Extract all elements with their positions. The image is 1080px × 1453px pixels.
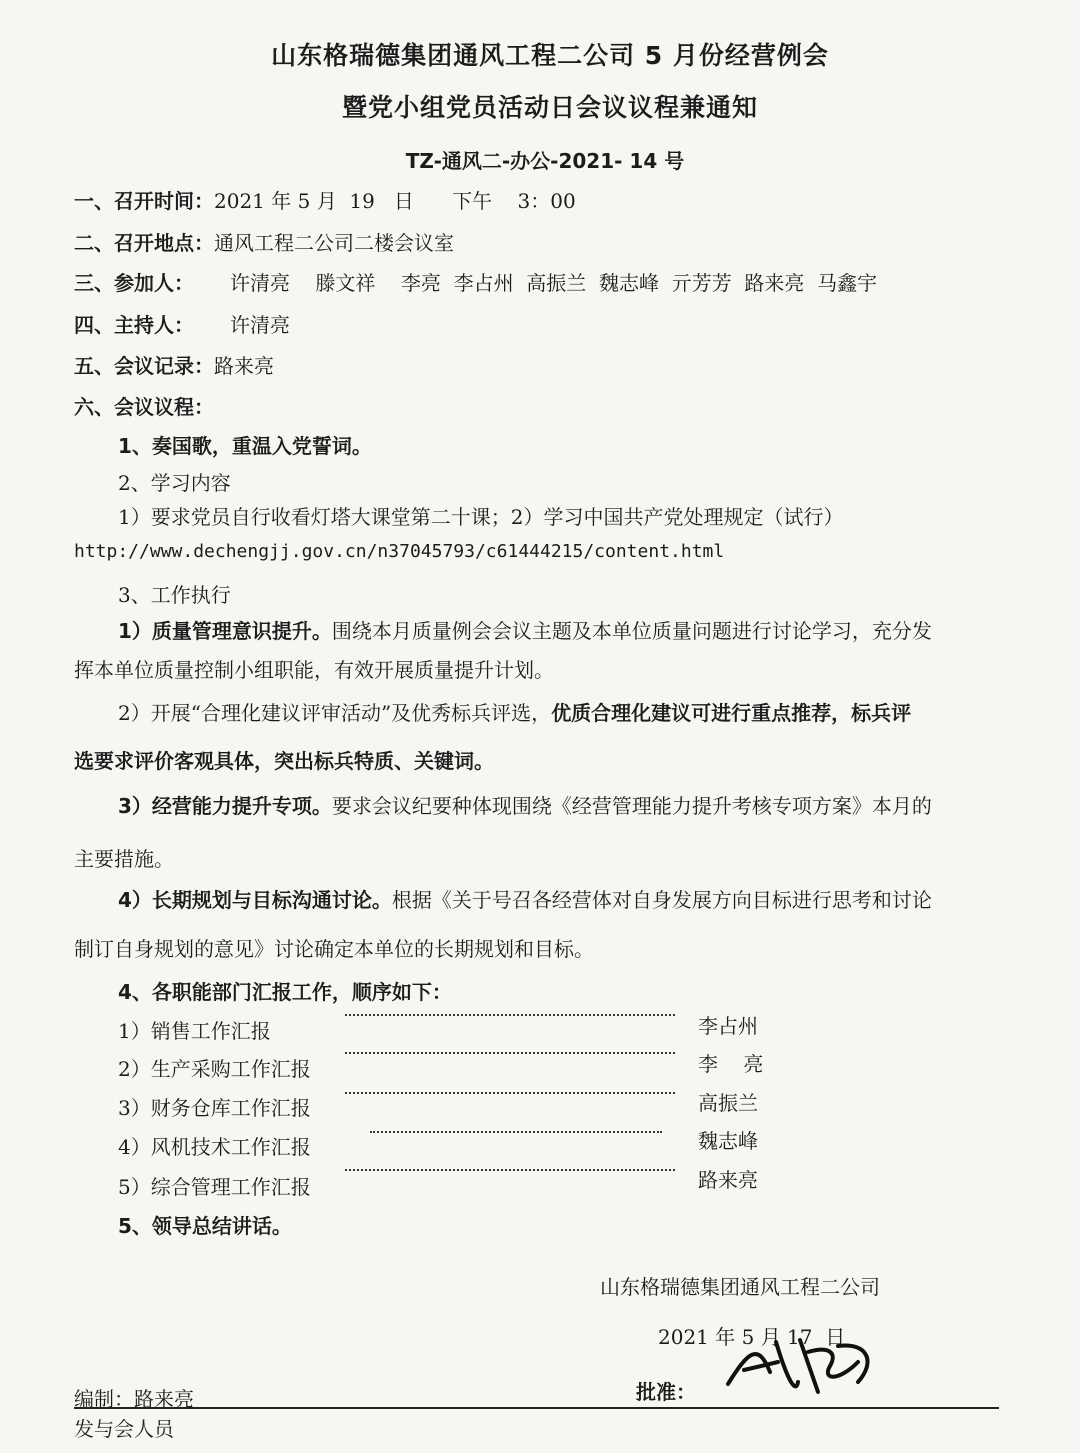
report-task-3: 3）财务仓库工作汇报 <box>118 1096 311 1120</box>
agenda-item-3: 3、工作执行 <box>118 583 231 607</box>
paragraph-2-line1 <box>118 697 911 726</box>
meeting-time-label: 一、召开时间： <box>74 189 214 213</box>
record-value: 路来亮 <box>214 354 274 378</box>
meeting-place-label: 二、召开地点： <box>74 231 214 255</box>
leader-dots <box>345 1052 675 1054</box>
paragraph-2-text-a: 2）开展“合理化建议评审活动”及优秀标兵评选， <box>118 701 552 725</box>
attendees-label: 三、参加人： <box>74 271 194 295</box>
agenda-heading: 六、会议议程： <box>74 395 214 419</box>
meeting-time-row <box>74 185 576 214</box>
paragraph-4-line1 <box>118 884 932 913</box>
report-person-3: 高振兰 <box>698 1091 758 1115</box>
paragraph-4-lead: 4）长期规划与目标沟通讨论。 <box>118 888 392 912</box>
agenda-item-4: 4、各职能部门汇报工作，顺序如下： <box>118 980 452 1004</box>
report-task-4: 4）风机技术工作汇报 <box>118 1135 311 1159</box>
paragraph-3-line1 <box>118 790 932 819</box>
host-label: 四、主持人： <box>74 313 194 337</box>
leader-dots <box>345 1092 675 1094</box>
distribution-line: 发与会人员 <box>74 1417 174 1441</box>
report-task-2: 2）生产采购工作汇报 <box>118 1057 311 1081</box>
agenda-item-1: 1、奏国歌，重温入党誓词。 <box>118 434 372 458</box>
paragraph-1-text-a: 围绕本月质量例会会议主题及本单位质量问题进行讨论学习，充分发 <box>331 619 932 643</box>
report-person-2: 李 亮 <box>698 1052 764 1076</box>
approve-label: 批准： <box>636 1380 696 1404</box>
leader-dots <box>345 1014 675 1016</box>
study-content-url: http://www.dechengjj.gov.cn/n37045793/c61444215/content.html <box>74 541 725 562</box>
agenda-item-5: 5、领导总结讲话。 <box>118 1214 292 1238</box>
paragraph-1-line2: 挥本单位质量控制小组职能，有效开展质量提升计划。 <box>74 658 554 682</box>
paragraph-4-line2: 制订自身规划的意见》讨论确定本单位的长期规划和目标。 <box>74 937 594 961</box>
attendees-row <box>74 267 877 296</box>
paragraph-3-lead: 3）经营能力提升专项。 <box>118 794 332 818</box>
paragraph-2-line2: 选要求评价客观具体，突出标兵特质、关键词。 <box>74 749 494 773</box>
meeting-time-value: 2021 年 5 月 19 日 下午 3：00 <box>214 189 576 213</box>
leader-dots <box>345 1169 675 1171</box>
issuing-organization: 山东格瑞德集团通风工程二公司 <box>600 1275 880 1299</box>
host-row <box>74 309 290 338</box>
attendees-value: 许清亮 滕文祥 李亮 李占州 高振兰 魏志峰 亓芳芳 路来亮 马鑫宇 <box>230 271 878 295</box>
record-label: 五、会议记录： <box>74 354 214 378</box>
document-title-line1: 山东格瑞德集团通风工程二公司 5 月份经营例会 <box>271 41 829 70</box>
paragraph-3-text-a: 要求会议纪要种体现围绕《经营管理能力提升考核专项方案》本月的 <box>331 794 932 818</box>
paragraph-1-lead: 1）质量管理意识提升。 <box>118 619 332 643</box>
meeting-place-value: 通风工程二公司二楼会议室 <box>214 231 454 255</box>
issue-date: 2021 年 5 月 17 日 <box>658 1325 846 1349</box>
agenda-item-2: 2、学习内容 <box>118 471 231 495</box>
leader-dots <box>370 1131 662 1133</box>
host-value: 许清亮 <box>230 313 290 337</box>
document-number: TZ-通风二-办公-2021- 14 号 <box>405 149 685 173</box>
report-task-1: 1）销售工作汇报 <box>118 1019 271 1043</box>
paragraph-2-text-b: 优质合理化建议可进行重点推荐，标兵评 <box>551 701 912 725</box>
footer-rule <box>74 1407 999 1409</box>
record-row <box>74 350 274 379</box>
paragraph-1-line1 <box>118 615 932 644</box>
study-content-text: 1）要求党员自行收看灯塔大课堂第二十课；2）学习中国共产党处理规定（试行） <box>118 505 844 529</box>
meeting-place-row <box>74 227 454 256</box>
editor-line: 编制：路来亮 <box>74 1387 194 1411</box>
report-person-5: 路来亮 <box>698 1168 758 1192</box>
report-person-4: 魏志峰 <box>698 1129 758 1153</box>
report-person-1: 李占州 <box>698 1014 758 1038</box>
paragraph-4-text-a: 根据《关于号召各经营体对自身发展方向目标进行思考和讨论 <box>391 888 932 912</box>
document-title-line2: 暨党小组党员活动日会议议程兼通知 <box>341 93 758 122</box>
handwritten-signature <box>718 1322 888 1402</box>
paragraph-3-line2: 主要措施。 <box>74 847 174 871</box>
report-task-5: 5）综合管理工作汇报 <box>118 1175 311 1199</box>
